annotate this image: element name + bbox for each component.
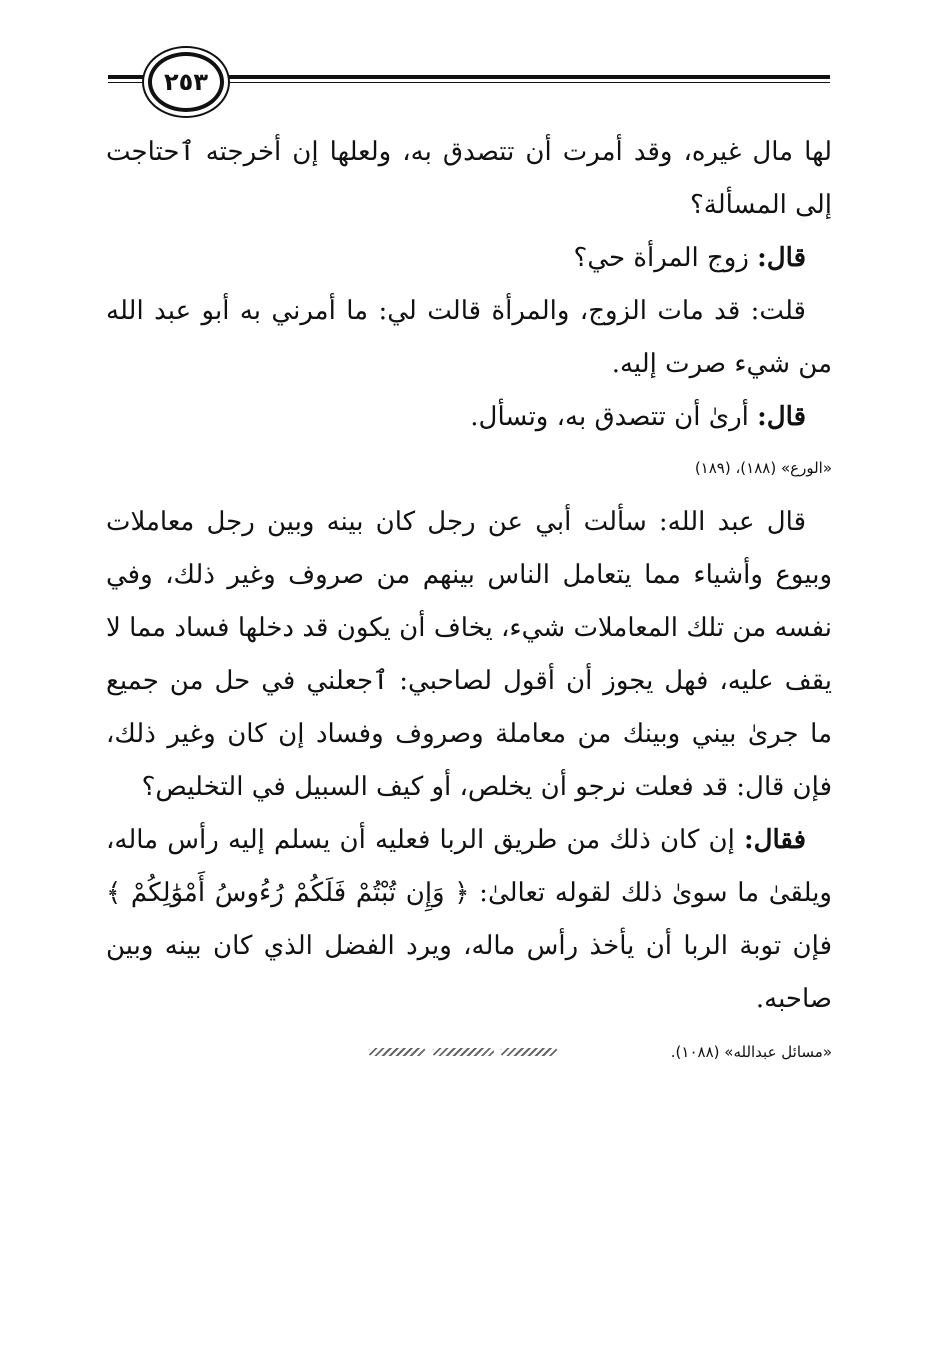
page-number: ٢٥٣ (164, 68, 208, 96)
page-header (108, 50, 830, 110)
speaker-label: قال: (757, 402, 806, 432)
ornament-segment (500, 1048, 558, 1056)
page-body (106, 126, 832, 1080)
paragraph-question-continued: لها مال غيره، وقد أمرت أن تتصدق به، ولعلها إن أخرجته ٱحتاجت إلى المسألة؟ (106, 137, 832, 220)
source-citation-2: «مسائل عبدالله» (١٠٨٨). (670, 1043, 832, 1061)
answer-text: زوج المرأة حي؟ (573, 243, 758, 273)
ornament-segment (432, 1048, 494, 1056)
section-divider-ornament (366, 1042, 560, 1062)
speaker-label: فقال: (744, 825, 806, 855)
paragraph-answer-3 (106, 814, 832, 1026)
paragraph-question-2: قال عبد الله: سألت أبي عن رجل كان بينه وبين رجل معاملات وبيوع وأشياء مما يتعامل الناس بينهم من صروف وغير ذلك، وفي نفسه من تلك المعاملات شيء، يخاف أن يكون قد دخلها فساد مما لا يقف عليه، فهل يجوز أن أقول لصاحبي: ٱجعلني في حل من جميع ما جرىٰ بيني وبينك من معاملة وصروف وفساد إن كان وغير ذلك، فإن قال: قد فعلت نرجو أن يخلص، أو كيف السبيل في التخليص؟ (106, 507, 832, 802)
paragraph-reply: قلت: قد مات الزوج، والمرأة قالت لي: ما أمرني به أبو عبد الله من شيء صرت إليه. (106, 296, 832, 379)
answer-text: إن كان ذلك من طريق الربا فعليه أن يسلم إليه رأس ماله، ويلقىٰ ما سوىٰ ذلك لقوله تعالىٰ: ﴿ وَإِن تُبْتُمْ فَلَكُمْ رُءُوسُ أَمْوَٰلِكُمْ ﴾ فإن توبة الربا أن يأخذ رأس ماله، ويرد الفضل الذي كان بينه وبين صاحبه. (106, 825, 832, 1014)
paragraph-answer-1 (106, 232, 832, 285)
source-citation-1: «الورع» (١٨٨)، (١٨٩) (694, 459, 832, 477)
speaker-label: قال: (757, 243, 806, 273)
paragraph-answer-2 (106, 391, 832, 444)
answer-text: أرىٰ أن تتصدق به، وتسأل. (470, 402, 758, 432)
page-number-badge (148, 52, 224, 112)
ornament-segment (368, 1048, 426, 1056)
